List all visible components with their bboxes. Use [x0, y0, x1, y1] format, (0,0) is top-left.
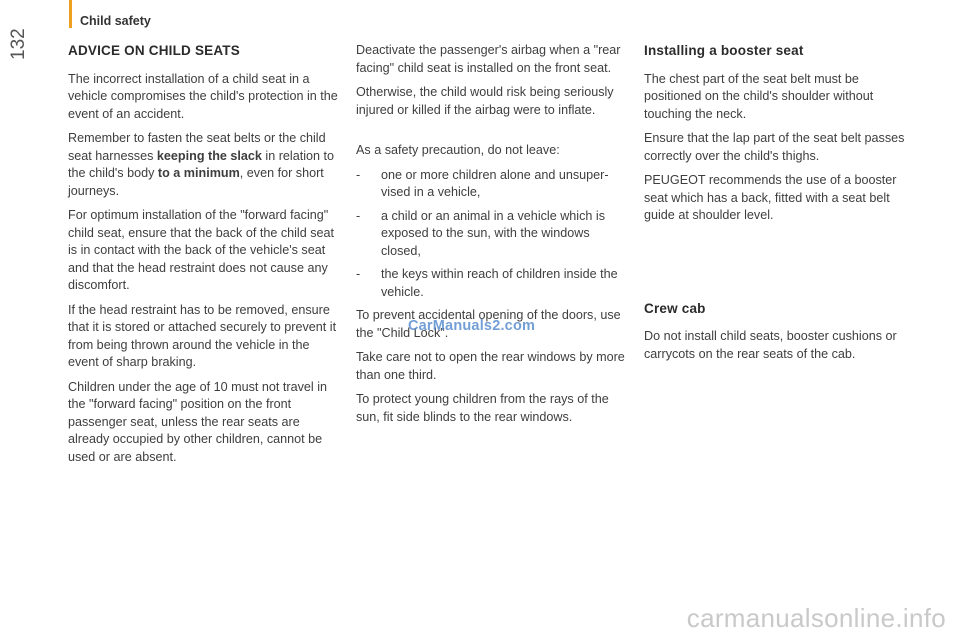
column-advice	[68, 42, 343, 473]
heading-installing-booster-seat: Installing a booster seat	[644, 43, 804, 58]
list-dash: -	[356, 208, 361, 223]
paragraph-crew-cab: Do not install child seats, booster cushions or carrycots on the rear seats of the cab.	[644, 329, 897, 361]
paragraph-lap-belt: Ensure that the lap part of the seat belt passes correctly over the child's thighs.	[644, 131, 905, 163]
text-run: , even for short journeys.	[68, 166, 324, 198]
list-item	[356, 167, 631, 202]
paragraph-child-lock: To prevent accidental opening of the doors, use the "Child Lock".	[356, 308, 621, 340]
precaution-list	[356, 167, 631, 302]
paragraph-side-blinds: To protect young children from the rays of the sun, fit side blinds to the rear windows.	[356, 392, 609, 424]
paragraph-deactivate-airbag: Deactivate the passenger's airbag when a "rear facing" child seat is installed on the front seat.	[356, 43, 621, 75]
list-item-text: one or more children alone and unsuper-vised in a vehicle,	[381, 167, 609, 199]
paragraph-rear-windows: Take care not to open the rear windows by more than one third.	[356, 350, 625, 382]
header-accent-bar	[69, 0, 72, 28]
heading-advice-on-child-seats: ADVICE ON CHILD SEATS	[68, 43, 240, 58]
list-dash: -	[356, 267, 361, 281]
text-run: Remember to fasten the seat belts or the child seat harnesses	[68, 131, 326, 163]
list-item	[356, 208, 631, 261]
heading-crew-cab: Crew cab	[644, 300, 706, 316]
paragraph-fasten-belts	[68, 130, 343, 200]
column-airbag-precautions	[356, 42, 631, 433]
bold-keeping-the-slack: keeping the slack	[156, 148, 262, 163]
watermark-carmanuals2: CarManuals2.com	[408, 318, 536, 334]
paragraph-forward-facing-installation: For optimum installation of the "forward facing" child seat, ensure that the back of the child seat is in contact with the back of the vehicle's seat and that the head restraint does not cause any discomfort.	[68, 208, 335, 292]
list-item-text: the keys within reach of children inside the vehicle.	[381, 267, 618, 299]
list-item-text: a child or an animal in a vehicle which is exposed to the sun, with the windows closed,	[381, 208, 606, 258]
text-run: in relation to the child's body	[68, 148, 335, 180]
spacer	[356, 126, 631, 142]
paragraph-risk-injury: Otherwise, the child would risk being seriously injured or killed if the airbag were to inflate.	[356, 85, 614, 117]
spacer	[644, 232, 914, 300]
list-item	[356, 266, 631, 301]
paragraph-incorrect-installation: The incorrect installation of a child seat in a vehicle compromises the child's protection in the event of an accident.	[68, 71, 338, 121]
bold-to-a-minimum: to a minimum	[157, 166, 240, 180]
paragraph-chest-belt: The chest part of the seat belt must be positioned on the child's shoulder without touching the neck.	[644, 71, 874, 121]
paragraph-children-under-10: Children under the age of 10 must not travel in the "forward facing" position on the front passenger seat, unless the rear seats are already occupied by other children, cannot be used or are absent.	[68, 379, 328, 464]
paragraph-safety-precaution: As a safety precaution, do not leave:	[356, 143, 560, 157]
list-dash: -	[356, 167, 361, 182]
paragraph-head-restraint: If the head restraint has to be removed, ensure that it is stored or attached securely to prevent it from being thrown around the vehicle in the event of sharp braking.	[68, 302, 337, 369]
column-booster-crew-cab	[644, 42, 914, 370]
section-title: Child safety	[80, 14, 151, 28]
watermark-carmanualsonline: carmanualsonline.info	[686, 603, 946, 633]
paragraph-peugeot-recommends: PEUGEOT recommends the use of a booster seat which has a back, fitted with a seat belt guide at shoulder level.	[644, 173, 897, 222]
page-number: 132	[8, 28, 29, 60]
